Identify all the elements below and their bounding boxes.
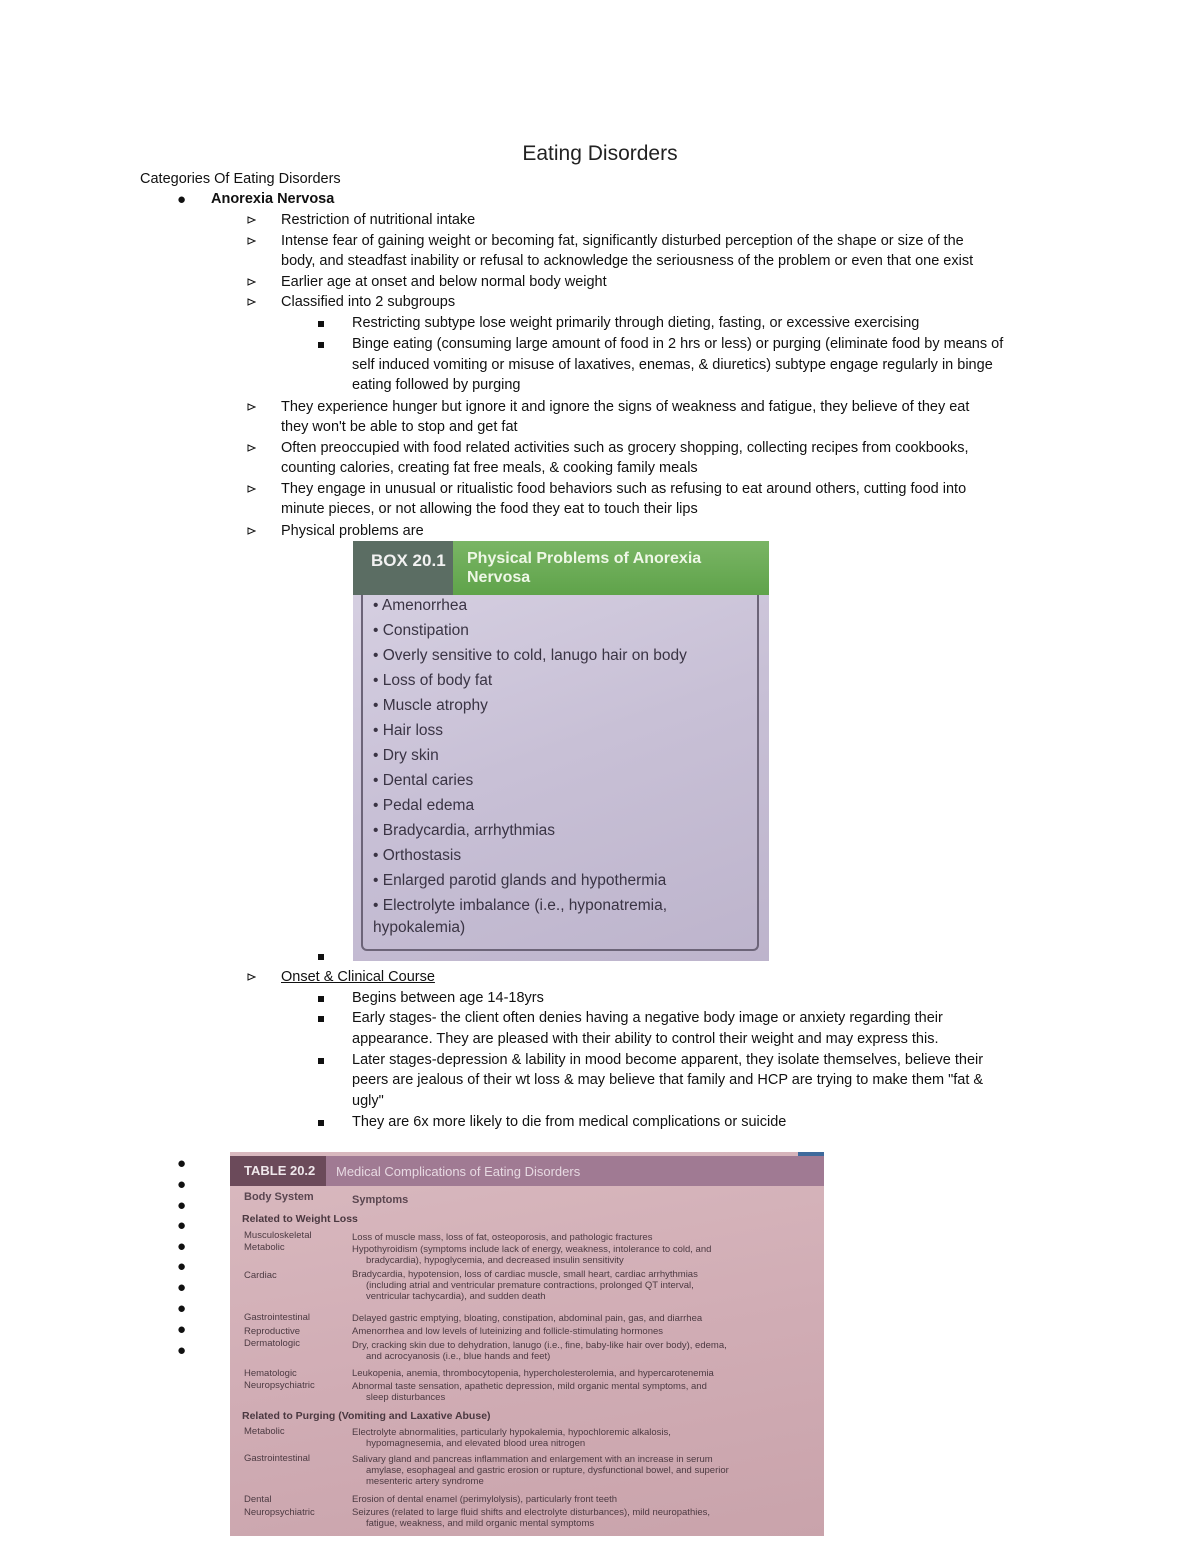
point-line: body, and steadfast inability or refusal to acknowledge the seriousness of the problem or even that one exist <box>281 253 974 269</box>
table-section: Related to Weight Loss <box>242 1213 358 1225</box>
column-header: Body System <box>244 1191 314 1203</box>
table-cell-symptoms: hypomagnesemia, and elevated blood urea nitrogen <box>366 1438 586 1449</box>
point-line: Often preoccupied with food related activities such as grocery shopping, collecting recipes from cookbooks, <box>281 440 969 456</box>
box-item: • Enlarged parotid glands and hypothermia <box>373 872 667 889</box>
table-cell-symptoms: Loss of muscle mass, loss of fat, osteoporosis, and pathologic fractures <box>352 1232 653 1243</box>
table-cell-symptoms: Leukopenia, anemia, thrombocytopenia, hypercholesterolemia, and hypercarotenemia <box>352 1368 714 1379</box>
box-item: • Bradycardia, arrhythmias <box>373 822 556 839</box>
subgroup-line: self induced vomiting or misuse of laxatives, enemas, & diuretics) subtype engage regularly in binge <box>352 357 993 373</box>
bullet-dot: ● <box>177 1300 187 1317</box>
bullet-arrow-icon <box>247 278 256 286</box>
bullet-square-icon <box>318 321 324 327</box>
bullet-dot: ● <box>177 1279 187 1296</box>
table-cell-symptoms: fatigue, weakness, and mild organic mental symptoms <box>366 1518 595 1529</box>
page-title: Eating Disorders <box>522 142 678 165</box>
table-cell-system: Metabolic <box>244 1242 285 1253</box>
point-line: they won't be able to stop and get fat <box>281 419 518 435</box>
table-cell-system: Dermatologic <box>244 1338 300 1349</box>
box-title-line: Physical Problems of Anorexia <box>467 550 702 567</box>
table-20-2-image <box>230 1152 824 1536</box>
onset-line: They are 6x more likely to die from medical complications or suicide <box>352 1114 787 1130</box>
point-line: minute pieces, or not allowing the food they eat to touch their lips <box>281 501 698 517</box>
box-item: • Dry skin <box>373 747 439 764</box>
bullet-arrow-icon <box>247 485 256 493</box>
bullet-dot: ● <box>177 1197 187 1214</box>
onset-line: Begins between age 14-18yrs <box>352 990 544 1006</box>
box-item: • Pedal edema <box>373 797 475 814</box>
bullet-arrow-icon <box>247 403 256 411</box>
onset-line: ugly" <box>352 1093 384 1109</box>
table-cell-system: Musculoskeletal <box>244 1230 312 1241</box>
onset-title: Onset & Clinical Course <box>281 969 435 985</box>
bullet-dot: ● <box>177 1176 187 1193</box>
box-20-1-image <box>353 541 769 961</box>
bullet-square-icon <box>318 1058 324 1064</box>
box-number: BOX 20.1 <box>353 541 453 595</box>
table-cell-symptoms: Salivary gland and pancreas inflammation and enlargement with an increase in serum <box>352 1454 713 1465</box>
box-title <box>453 541 769 595</box>
bullet-arrow-icon <box>247 973 256 981</box>
section-anorexia-nervosa: Anorexia Nervosa <box>211 191 335 207</box>
box-title-line: Nervosa <box>467 569 531 586</box>
table-title: Medical Complications of Eating Disorders <box>326 1156 824 1186</box>
bullet-square-icon <box>318 954 324 960</box>
point-line: Earlier age at onset and below normal body weight <box>281 274 607 290</box>
table-cell-system: Dental <box>244 1494 272 1505</box>
table-cell-symptoms: (including atrial and ventricular premature contractions, prolonged QT interval, <box>366 1280 694 1291</box>
point-line: They experience hunger but ignore it and ignore the signs of weakness and fatigue, they believe of they eat <box>281 399 970 415</box>
point-line: counting calories, creating fat free meals, & cooking family meals <box>281 460 698 476</box>
point-line: Restriction of nutritional intake <box>281 212 476 228</box>
table-cell-system: Hematologic <box>244 1368 297 1379</box>
table-cell-symptoms: Electrolyte abnormalities, particularly hypokalemia, hypochloremic alkalosis, <box>352 1427 671 1438</box>
bullet-arrow-icon <box>247 527 256 535</box>
bullet-arrow-icon <box>247 444 256 452</box>
table-section: Related to Purging (Vomiting and Laxative Abuse) <box>242 1410 491 1422</box>
bullet-arrow-icon <box>247 237 256 245</box>
point-line: Physical problems are <box>281 523 424 539</box>
box-header <box>353 541 769 595</box>
box-item: • Orthostasis <box>373 847 462 864</box>
table-cell-system: Gastrointestinal <box>244 1453 311 1464</box>
onset-line: peers are jealous of their wt loss & may believe that family and HCP are trying to make them "fat & <box>352 1072 984 1088</box>
table-cell-symptoms: and acrocyanosis (i.e., blue hands and feet) <box>366 1351 551 1362</box>
table-cell-symptoms: Abnormal taste sensation, apathetic depression, mild organic mental symptoms, and <box>352 1381 707 1392</box>
box-item: • Overly sensitive to cold, lanugo hair on body <box>373 647 687 664</box>
categories-heading: Categories Of Eating Disorders <box>140 171 341 187</box>
onset-line: appearance. They are pleased with their ability to control their weight and may express this. <box>352 1031 939 1047</box>
table-cell-symptoms: amylase, esophageal and gastric erosion or rupture, dysfunctional bowel, and superior <box>366 1465 729 1476</box>
box-item: • Constipation <box>373 622 469 639</box>
column-header: Symptoms <box>352 1194 409 1206</box>
box-item: hypokalemia) <box>373 919 466 936</box>
onset-line: Later stages-depression & lability in mood become apparent, they isolate themselves, believe their <box>352 1052 984 1068</box>
point-line: They engage in unusual or ritualistic food behaviors such as refusing to eat around others, cutting food into <box>281 481 967 497</box>
table-cell-system: Reproductive <box>244 1326 300 1337</box>
table-cell-symptoms: Delayed gastric emptying, bloating, constipation, abdominal pain, gas, and diarrhea <box>352 1313 703 1324</box>
bullet-dot: ● <box>177 1342 187 1359</box>
box-item: • Dental caries <box>373 772 474 789</box>
subgroup-line: Binge eating (consuming large amount of food in 2 hrs or less) or purging (eliminate food by means of <box>352 336 1004 352</box>
onset-line: Early stages- the client often denies having a negative body image or anxiety regarding their <box>352 1010 943 1026</box>
bullet-arrow-icon <box>247 298 256 306</box>
bullet-dot: ● <box>177 1238 187 1255</box>
table-cell-system: Metabolic <box>244 1426 285 1437</box>
table-cell-system: Neuropsychiatric <box>244 1380 315 1391</box>
bullet-square-icon <box>318 342 324 348</box>
table-cell-system: Neuropsychiatric <box>244 1507 315 1518</box>
box-item: • Muscle atrophy <box>373 697 488 714</box>
table-cell-symptoms: Seizures (related to large fluid shifts and electrolyte disturbances), mild neuropathies, <box>352 1507 711 1518</box>
table-cell-symptoms: ventricular tachycardia), and sudden death <box>366 1291 546 1302</box>
bullet-dot: ● <box>177 1258 187 1275</box>
box-item: • Hair loss <box>373 722 444 739</box>
bullet-square-icon <box>318 996 324 1002</box>
point-line: Intense fear of gaining weight or becoming fat, significantly disturbed perception of the shape or size of the <box>281 233 964 249</box>
box-item: • Electrolyte imbalance (i.e., hyponatremia, <box>373 897 668 914</box>
box-item: • Loss of body fat <box>373 672 493 689</box>
bullet-dot: ● <box>177 1217 187 1234</box>
table-cell-symptoms: Amenorrhea and low levels of luteinizing and follicle-stimulating hormones <box>352 1326 664 1337</box>
table-cell-symptoms: Erosion of dental enamel (perimylolysis), particularly front teeth <box>352 1494 618 1505</box>
bullet-square-icon <box>318 1120 324 1126</box>
table-cell-system: Gastrointestinal <box>244 1312 311 1323</box>
subgroup-line: eating followed by purging <box>352 377 521 393</box>
bullet-dot: ● <box>177 1155 187 1172</box>
point-line: Classified into 2 subgroups <box>281 294 456 310</box>
bullet-dot: ● <box>177 191 187 208</box>
bullet-square-icon <box>318 1016 324 1022</box>
table-cell-symptoms: Dry, cracking skin due to dehydration, lanugo (i.e., fine, baby-like hair over body), edema, <box>352 1340 727 1351</box>
subgroup-line: Restricting subtype lose weight primarily through dieting, fasting, or excessive exercising <box>352 315 920 331</box>
box-item: • Amenorrhea <box>373 597 468 614</box>
bullet-dot: ● <box>177 1321 187 1338</box>
table-cell-symptoms: Bradycardia, hypotension, loss of cardiac muscle, small heart, cardiac arrhythmias <box>352 1269 698 1280</box>
table-cell-symptoms: bradycardia), hypoglycemia, and decreased insulin sensitivity <box>366 1255 624 1266</box>
table-number: TABLE 20.2 <box>230 1156 326 1186</box>
table-cell-symptoms: mesenteric artery syndrome <box>366 1476 484 1487</box>
bullet-arrow-icon <box>247 216 256 224</box>
table-cell-symptoms: sleep disturbances <box>366 1392 446 1403</box>
table-cell-system: Cardiac <box>244 1270 277 1281</box>
table-cell-symptoms: Hypothyroidism (symptoms include lack of energy, weakness, intolerance to cold, and <box>352 1244 712 1255</box>
table-header <box>230 1156 824 1186</box>
